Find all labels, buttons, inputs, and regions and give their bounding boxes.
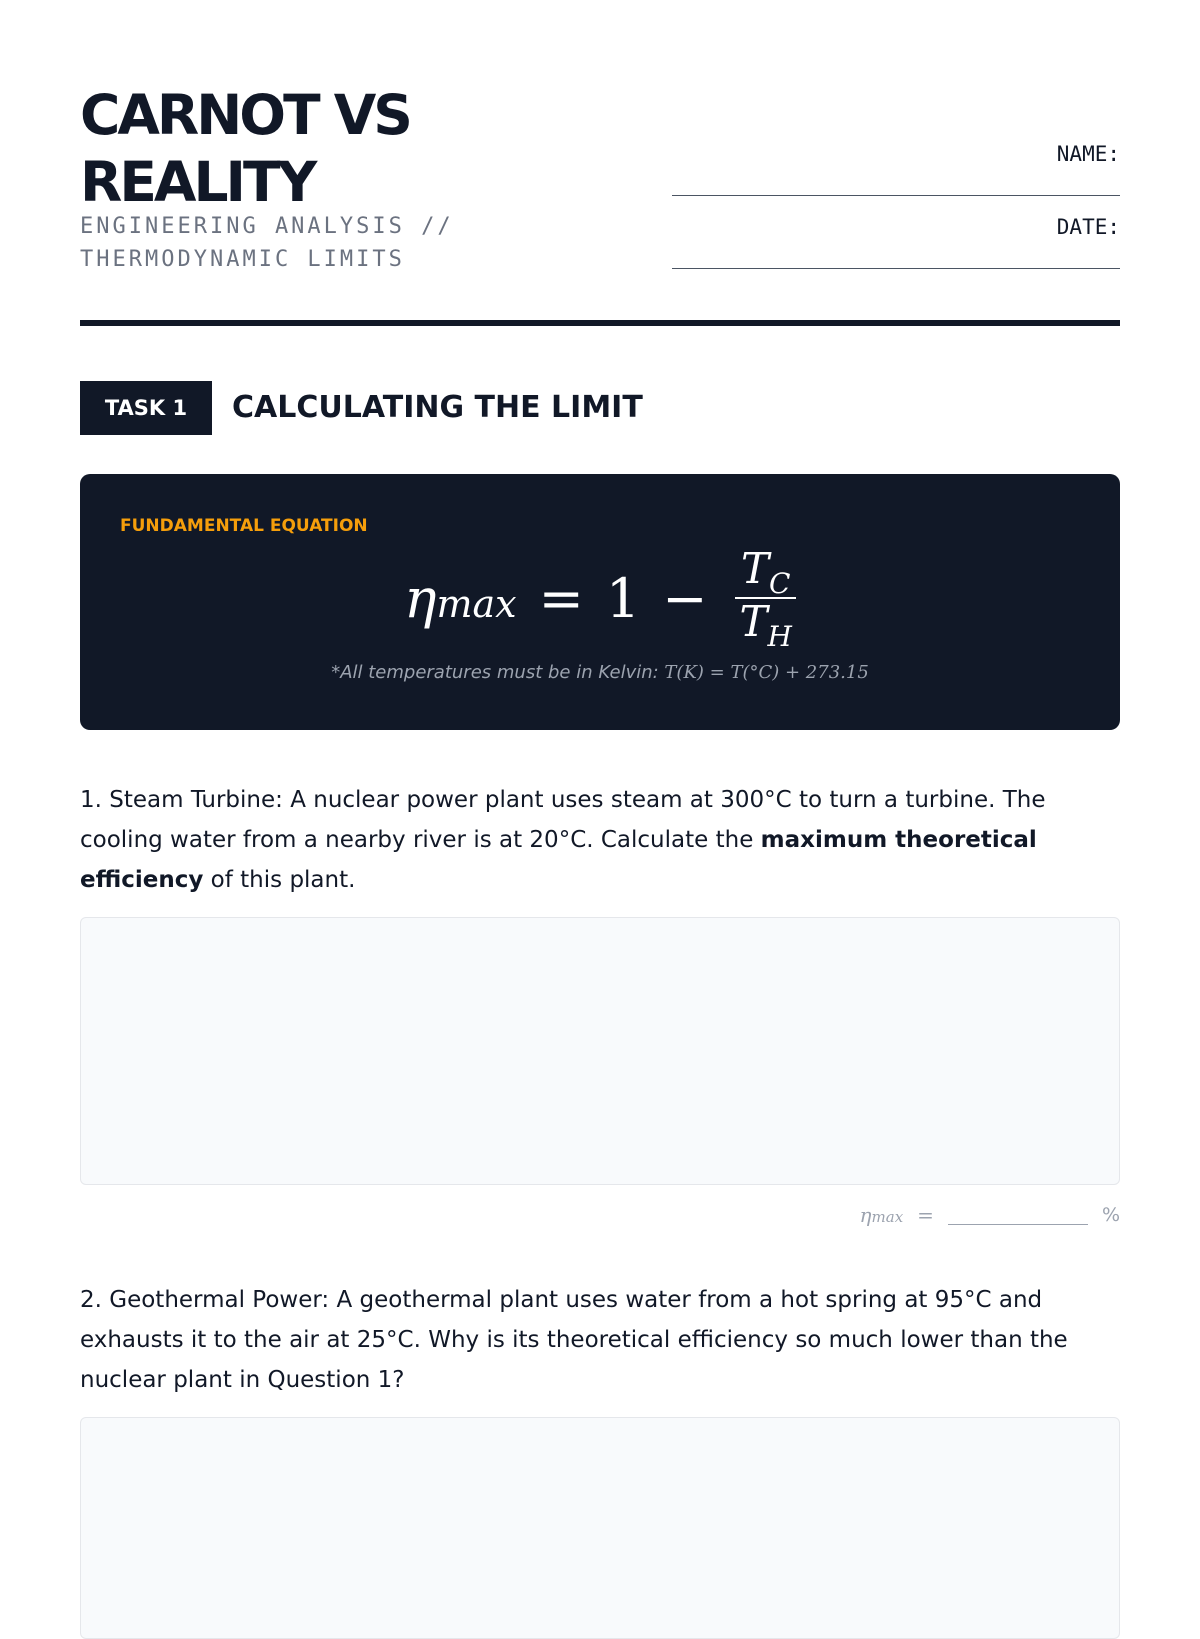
temperature-fraction — [735, 544, 795, 653]
page-subtitle — [80, 210, 600, 276]
result-symbol — [860, 1203, 904, 1227]
subtitle-line-2: THERMODYNAMIC LIMITS — [80, 247, 405, 272]
worksheet-header — [80, 82, 1120, 282]
task-title: CALCULATING THE LIMIT — [232, 390, 643, 425]
result-eta: η — [859, 1203, 872, 1227]
question-1-tail: of this plant. — [203, 867, 356, 893]
one-term: 1 — [605, 566, 641, 630]
result-equals: = — [917, 1203, 934, 1227]
answer-box-2[interactable] — [80, 1417, 1120, 1639]
denominator-subscript: H — [767, 620, 792, 653]
fraction-denominator — [735, 597, 795, 653]
page-title — [80, 82, 560, 216]
name-field[interactable] — [672, 195, 1120, 196]
date-label: DATE: — [1056, 215, 1120, 239]
percent-unit: % — [1101, 1204, 1120, 1226]
efficiency-answer-field[interactable] — [948, 1206, 1088, 1225]
efficiency-result-line — [860, 1200, 1120, 1230]
eta-symbol: η — [404, 566, 437, 630]
equation-label: FUNDAMENTAL EQUATION — [120, 516, 368, 536]
equals-sign: = — [538, 566, 584, 630]
question-1-lead: 1. Steam Turbine: A nuclear power plant uses steam at 300°C to turn a turbine. The cooling water from a nearby river is at 20°C. Calculate the — [80, 787, 1046, 853]
kelvin-note-formula: T(K) = T(°C) + 273.15 — [664, 662, 869, 683]
minus-sign: − — [662, 566, 708, 630]
task-badge: TASK 1 — [80, 381, 212, 435]
numerator-symbol: T — [740, 544, 769, 593]
numerator-subscript: C — [768, 567, 791, 600]
name-label: NAME: — [1056, 142, 1120, 166]
equation-box — [80, 474, 1120, 730]
carnot-equation — [80, 544, 1120, 653]
title-line-2: REALITY — [80, 150, 315, 214]
header-divider — [80, 320, 1120, 326]
question-1-emphasis: maximum theoretical efficiency — [80, 827, 1037, 893]
denominator-symbol: T — [739, 597, 768, 646]
eta-subscript: max — [436, 582, 517, 626]
kelvin-note — [80, 662, 1120, 683]
subtitle-line-1: ENGINEERING ANALYSIS // — [80, 214, 454, 239]
fraction-numerator — [737, 544, 794, 600]
result-subscript: max — [871, 1208, 904, 1226]
kelvin-note-text: *All temperatures must be in Kelvin: — [331, 662, 665, 683]
date-field[interactable] — [672, 268, 1120, 269]
question-1 — [80, 780, 1120, 900]
question-2: 2. Geothermal Power: A geothermal plant uses water from a hot spring at 95°C and exhausts it to the air at 25°C. Why is its theoretical efficiency so much lower than the nuclear plant in Question 1? — [80, 1287, 1068, 1393]
answer-box-1[interactable] — [80, 917, 1120, 1185]
title-line-1: CARNOT VS — [80, 83, 410, 147]
